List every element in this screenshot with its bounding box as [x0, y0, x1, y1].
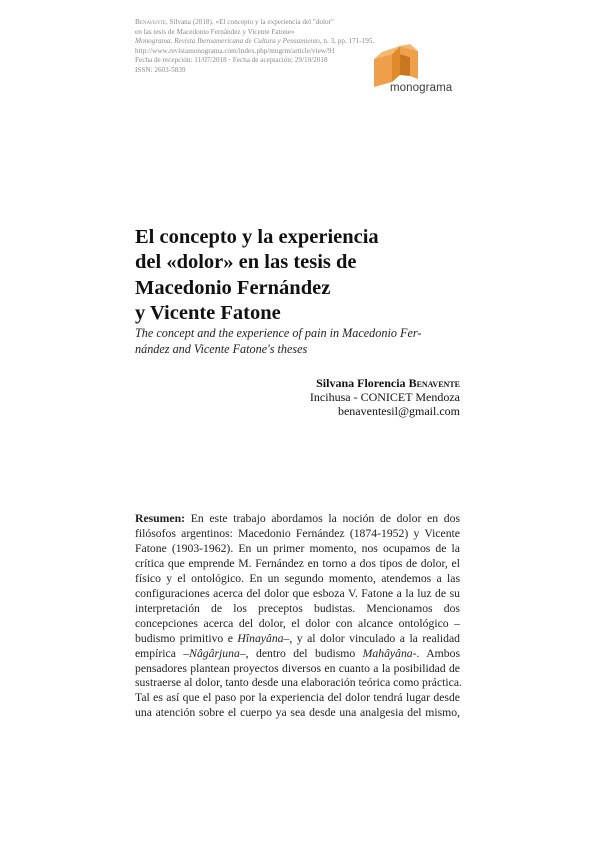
abstract-term: Nâgârjuna	[189, 646, 240, 660]
author-first-name: Silvana Florencia	[316, 376, 409, 390]
reception-dates: Fecha de recepción: 11/07/2018 · Fecha de aceptación: 29/10/2018	[135, 56, 328, 65]
abstract-text: –, y al dolor vinculado a la realidad	[283, 631, 460, 645]
abstract-line	[135, 512, 460, 527]
title-line: y Vicente Fatone	[135, 301, 281, 324]
citation-header	[135, 18, 375, 76]
abstract-line: sustraerse al dolor, tanto desde una elaboración teórica como práctica.	[135, 676, 462, 690]
citation-author: Benavente	[135, 18, 166, 26]
abstract-line: configuraciones acerca del dolor que esboza V. Fatone a la luz de su	[135, 586, 460, 600]
abstract-text: -. Ambos	[412, 646, 461, 660]
article-title	[135, 225, 465, 326]
abstract-text: En este trabajo abordamos la noción de dolor en dos	[185, 512, 460, 525]
title-en-line: The concept and the experience of pain in Macedonio Fer-	[135, 326, 422, 340]
title-line: Macedonio Fernández	[135, 276, 331, 299]
author-block	[160, 376, 460, 419]
abstract-line: una atención sobre el cuerpo ya sea desde una analgesia del mismo,	[135, 706, 460, 720]
article-url[interactable]: http://www.revistamonograma.com/index.php/mngrm/article/view/91	[135, 46, 336, 55]
abstract-line: Tal es así que el paso por la experiencia del dolor tendrá lugar desde	[135, 691, 460, 705]
abstract-term: Hînayâna	[237, 631, 284, 645]
journal-line	[135, 37, 375, 47]
author-last-name: Benavente	[408, 376, 460, 390]
abstract-line: pensadores plantean proyectos diversos en cuanto a la posibilidad de	[135, 661, 460, 675]
abstract-line	[135, 632, 460, 647]
abstract-label: Resumen:	[135, 512, 185, 525]
abstract	[135, 512, 460, 721]
journal-name: Monograma. Revista Iberoamericana de Cultura y Pensamiento	[135, 37, 320, 46]
citation-line-2: en las tesis de Macedonio Fernández y Vicente Fatone»	[135, 27, 295, 36]
abstract-line: Fatone (1903-1962). En un primer momento, nos ocupamos de la	[135, 541, 460, 555]
abstract-line	[135, 647, 460, 662]
monograma-logo	[372, 42, 472, 102]
issn: ISSN: 2603-5839	[135, 65, 186, 74]
author-name	[160, 376, 460, 390]
abstract-line: filósofos argentinos: Macedonio Fernández (1874-1952) y Vicente	[135, 526, 460, 540]
abstract-term: Mahâyâna	[362, 646, 413, 660]
title-line: El concepto y la experiencia	[135, 226, 379, 248]
title-en-line: nández and Vicente Fatone's theses	[135, 341, 308, 356]
abstract-line: interpretación de los preceptos budistas. Mencionamos dos	[135, 601, 460, 615]
abstract-text: empírica –	[135, 646, 190, 660]
title-line: del «dolor» en las tesis de	[135, 251, 357, 274]
abstract-text: –, dentro del budismo	[239, 646, 363, 660]
citation-line-1-text: , Silvana (2018). «El concepto y la experiencia del "dolor"	[165, 18, 334, 26]
citation-line-1	[135, 18, 375, 28]
article-title-english	[135, 326, 465, 357]
abstract-line: concepciones acerca del dolor, el dolor con alcance ontológico –	[135, 616, 460, 630]
author-affiliation: Incihusa - CONICET Mendoza	[309, 390, 460, 405]
journal-pages: , n. 3, pp. 171-195.	[319, 37, 375, 46]
abstract-line: físico y el ontológico. En un segundo momento, atendemos a las	[135, 571, 460, 585]
abstract-text: budismo primitivo e	[135, 631, 238, 645]
author-email[interactable]: benaventesil@gmail.com	[337, 404, 460, 419]
abstract-line: crítica que emprende M. Fernández en torno a dos tipos de dolor, el	[135, 556, 460, 570]
logo-text: monograma	[390, 82, 453, 94]
